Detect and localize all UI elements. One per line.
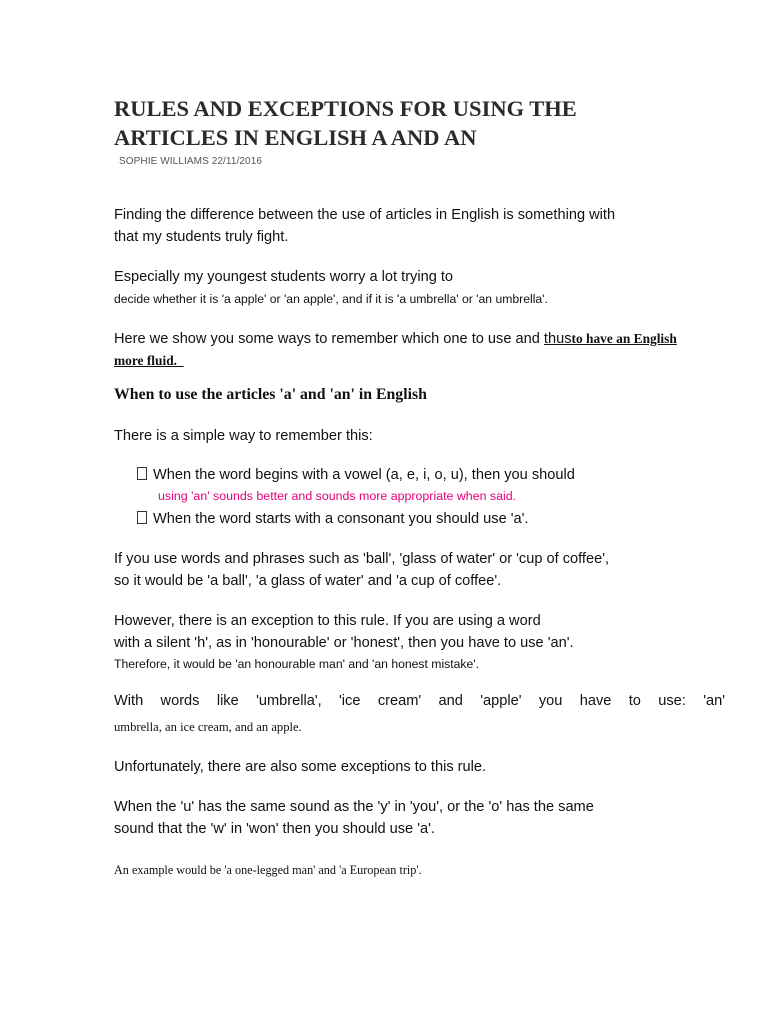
paragraph-3-bold-continuation: more fluid.	[114, 353, 184, 368]
paragraph-5-line-2: so it would be 'a ball', 'a glass of water' and 'a cup of coffee'.	[114, 573, 502, 589]
paragraph-7-line-1: With words like 'umbrella', 'ice cream' and 'apple' you have to use: 'an'	[114, 693, 725, 709]
paragraph-6-line-2: with a silent 'h', as in 'honourable' or 'honest', then you have to use 'an'.	[114, 635, 574, 651]
paragraph-3-bold-phrase: to have an English	[571, 331, 677, 346]
paragraph-3-line-2	[114, 350, 184, 372]
title-line-1: RULES AND EXCEPTIONS FOR USING THE	[114, 96, 577, 121]
document-title	[114, 94, 674, 152]
section-heading: When to use the articles 'a' and 'an' in English	[114, 386, 427, 403]
paragraph-9-line-2: sound that the 'w' in 'won' then you should use 'a'.	[114, 821, 435, 837]
paragraph-2-line-1: Especially my youngest students worry a lot trying to	[114, 269, 454, 285]
author-date-byline: SOPHIE WILLIAMS 22/11/2016	[119, 156, 263, 167]
paragraph-1-line-2: that my students truly fight.	[114, 229, 289, 245]
paragraph-4: There is a simple way to remember this:	[114, 428, 373, 444]
paragraph-7-line-2: umbrella, an ice cream, and an apple.	[114, 720, 302, 734]
paragraph-1-line-1: Finding the difference between the use of articles in English is something with	[114, 207, 616, 223]
paragraph-6-line-3: Therefore, it would be 'an honourable man' and 'an honest mistake'.	[114, 657, 480, 671]
paragraph-2-line-2: decide whether it is 'a apple' or 'an apple', and if it is 'a umbrella' or 'an umbrella'.	[114, 292, 548, 306]
paragraph-8: Unfortunately, there are also some exceptions to this rule.	[114, 759, 487, 775]
paragraph-9-line-1: When the 'u' has the same sound as the 'y' in 'you', or the 'o' has the same	[114, 799, 594, 815]
title-line-2: ARTICLES IN ENGLISH A AND AN	[114, 125, 477, 150]
bullet-1-note: using 'an' sounds better and sounds more appropriate when said.	[158, 489, 517, 503]
paragraph-3-line-1	[114, 328, 677, 350]
paragraph-5-line-1: If you use words and phrases such as 'ball', 'glass of water' or 'cup of coffee',	[114, 551, 610, 567]
checkbox-icon	[137, 511, 147, 524]
checkbox-icon	[137, 467, 147, 480]
bullet-item-vowel	[137, 464, 575, 486]
paragraph-10: An example would be 'a one-legged man' and 'a European trip'.	[114, 863, 422, 877]
paragraph-3-text: Here we show you some ways to remember which one to use and	[114, 331, 544, 347]
paragraph-3-underlined-word: thus	[543, 331, 572, 347]
bullet-2-text: When the word starts with a consonant you should use 'a'.	[153, 511, 529, 527]
bullet-1-text: When the word begins with a vowel (a, e, i, o, u), then you should	[153, 467, 575, 483]
bullet-item-consonant	[137, 508, 529, 530]
paragraph-6-line-1: However, there is an exception to this rule. If you are using a word	[114, 613, 541, 629]
